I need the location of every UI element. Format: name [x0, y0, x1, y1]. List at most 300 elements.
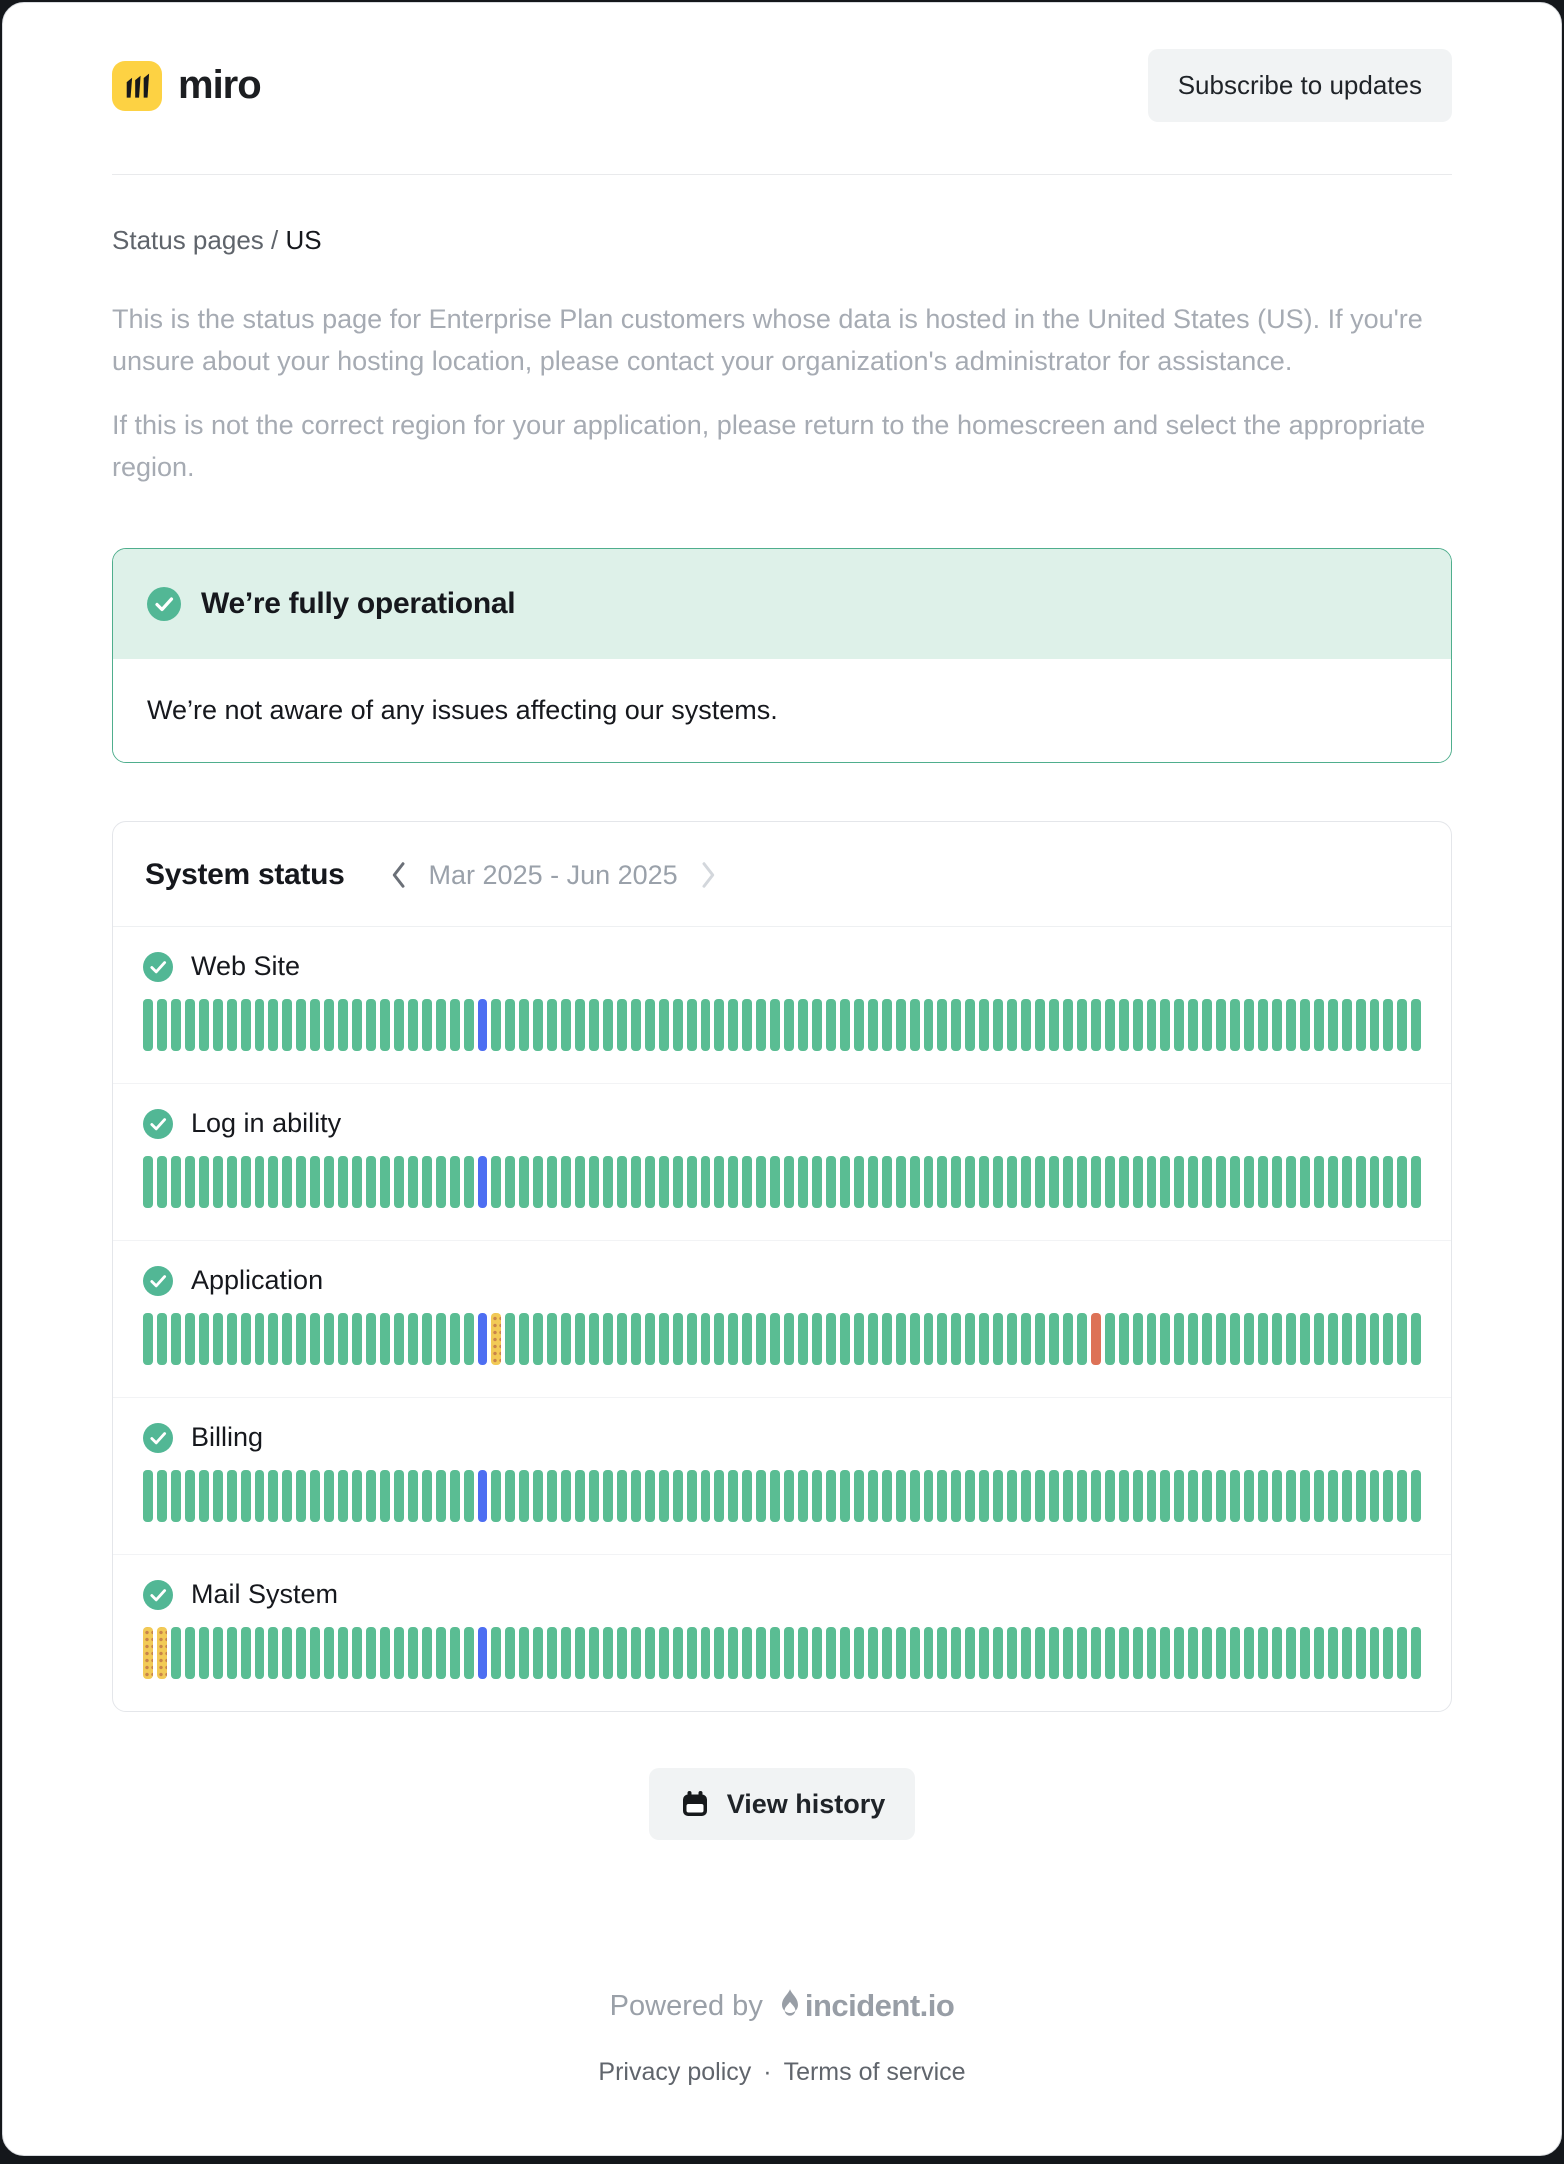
uptime-bar[interactable] [756, 1470, 766, 1522]
uptime-bar[interactable] [491, 1627, 501, 1679]
uptime-bar[interactable] [1174, 1313, 1184, 1365]
uptime-bar[interactable] [1244, 1627, 1254, 1679]
uptime-bar[interactable] [603, 1156, 613, 1208]
uptime-bar[interactable] [338, 1156, 348, 1208]
uptime-bar[interactable] [1342, 999, 1352, 1051]
uptime-bar[interactable] [1300, 1627, 1310, 1679]
uptime-bar[interactable] [728, 1156, 738, 1208]
uptime-bar[interactable] [1063, 1156, 1073, 1208]
uptime-bar[interactable] [1035, 1156, 1045, 1208]
uptime-bar[interactable] [701, 1313, 711, 1365]
uptime-bar[interactable] [227, 1156, 237, 1208]
uptime-bar[interactable] [1147, 1313, 1157, 1365]
uptime-bar[interactable] [812, 1156, 822, 1208]
uptime-bar[interactable] [227, 999, 237, 1051]
uptime-bar[interactable] [380, 1627, 390, 1679]
uptime-bar[interactable] [143, 1470, 153, 1522]
uptime-bar[interactable] [1383, 1156, 1393, 1208]
uptime-bar[interactable] [1244, 999, 1254, 1051]
uptime-bar[interactable] [910, 1313, 920, 1365]
uptime-bar[interactable] [687, 1470, 697, 1522]
uptime-bar[interactable] [631, 1470, 641, 1522]
uptime-bar[interactable] [1147, 999, 1157, 1051]
uptime-bar[interactable] [701, 999, 711, 1051]
uptime-bar[interactable] [756, 1156, 766, 1208]
uptime-bar[interactable] [1258, 1470, 1268, 1522]
uptime-bar[interactable] [575, 999, 585, 1051]
uptime-bar[interactable] [1244, 1470, 1254, 1522]
uptime-bar[interactable] [1286, 1313, 1296, 1365]
uptime-bar[interactable] [1230, 1156, 1240, 1208]
uptime-bar[interactable] [533, 1313, 543, 1365]
uptime-bar[interactable] [868, 1627, 878, 1679]
uptime-bar[interactable] [645, 1470, 655, 1522]
uptime-bar[interactable] [324, 1156, 334, 1208]
uptime-bar[interactable] [478, 1627, 488, 1679]
uptime-bar[interactable] [282, 1470, 292, 1522]
uptime-bar[interactable] [882, 1470, 892, 1522]
uptime-bar[interactable] [491, 999, 501, 1051]
uptime-bar[interactable] [728, 1470, 738, 1522]
uptime-bar[interactable] [784, 999, 794, 1051]
uptime-bar[interactable] [255, 1627, 265, 1679]
uptime-bar[interactable] [714, 1313, 724, 1365]
uptime-bar[interactable] [296, 999, 306, 1051]
uptime-bar[interactable] [324, 1627, 334, 1679]
uptime-bar[interactable] [408, 999, 418, 1051]
uptime-bar[interactable] [436, 1313, 446, 1365]
uptime-bar[interactable] [324, 1313, 334, 1365]
uptime-bar[interactable] [394, 1627, 404, 1679]
uptime-bar[interactable] [408, 1156, 418, 1208]
uptime-bar[interactable] [366, 999, 376, 1051]
uptime-bar[interactable] [199, 1313, 209, 1365]
uptime-bar[interactable] [157, 999, 167, 1051]
uptime-bar[interactable] [1356, 1627, 1366, 1679]
uptime-bar[interactable] [826, 1470, 836, 1522]
uptime-bar[interactable] [575, 1627, 585, 1679]
uptime-bar[interactable] [227, 1313, 237, 1365]
uptime-bar[interactable] [171, 1313, 181, 1365]
uptime-bar[interactable] [993, 1313, 1003, 1365]
uptime-bar[interactable] [282, 1313, 292, 1365]
uptime-bar[interactable] [422, 1156, 432, 1208]
uptime-bar[interactable] [659, 1627, 669, 1679]
uptime-bar[interactable] [213, 1313, 223, 1365]
uptime-bar[interactable] [380, 1313, 390, 1365]
uptime-bar[interactable] [296, 1470, 306, 1522]
uptime-bar[interactable] [1383, 1470, 1393, 1522]
uptime-bar[interactable] [1356, 1156, 1366, 1208]
uptime-bar[interactable] [533, 999, 543, 1051]
uptime-bar[interactable] [352, 1156, 362, 1208]
uptime-bar[interactable] [464, 999, 474, 1051]
uptime-bar[interactable] [1411, 1627, 1421, 1679]
uptime-bar[interactable] [1105, 1313, 1115, 1365]
uptime-bar[interactable] [478, 999, 488, 1051]
uptime-bar[interactable] [1133, 1156, 1143, 1208]
uptime-bar[interactable] [296, 1156, 306, 1208]
uptime-bar[interactable] [1007, 1627, 1017, 1679]
uptime-bar[interactable] [1160, 1470, 1170, 1522]
uptime-bar[interactable] [1356, 1313, 1366, 1365]
uptime-bar[interactable] [519, 1627, 529, 1679]
uptime-bar[interactable] [673, 999, 683, 1051]
uptime-bar[interactable] [310, 1470, 320, 1522]
uptime-bar[interactable] [1356, 1470, 1366, 1522]
uptime-bar[interactable] [910, 999, 920, 1051]
uptime-bar[interactable] [464, 1313, 474, 1365]
uptime-bar[interactable] [1160, 1627, 1170, 1679]
uptime-bar[interactable] [185, 999, 195, 1051]
uptime-bar[interactable] [1202, 1627, 1212, 1679]
uptime-bar[interactable] [1188, 999, 1198, 1051]
uptime-bar[interactable] [645, 1313, 655, 1365]
uptime-bar[interactable] [1035, 1313, 1045, 1365]
uptime-bar[interactable] [1300, 1156, 1310, 1208]
uptime-bar[interactable] [450, 1313, 460, 1365]
uptime-bar[interactable] [951, 1156, 961, 1208]
uptime-bar[interactable] [687, 1156, 697, 1208]
uptime-bar[interactable] [1160, 1313, 1170, 1365]
uptime-bar[interactable] [338, 1470, 348, 1522]
uptime-bar[interactable] [742, 1470, 752, 1522]
uptime-bar[interactable] [547, 1313, 557, 1365]
uptime-bar[interactable] [1049, 1156, 1059, 1208]
uptime-bar[interactable] [1174, 1627, 1184, 1679]
uptime-bar[interactable] [896, 1470, 906, 1522]
uptime-bar[interactable] [798, 1156, 808, 1208]
uptime-bar[interactable] [185, 1470, 195, 1522]
uptime-bar[interactable] [1383, 999, 1393, 1051]
uptime-bar[interactable] [784, 1156, 794, 1208]
uptime-bar[interactable] [603, 1627, 613, 1679]
uptime-bar[interactable] [408, 1313, 418, 1365]
uptime-bar[interactable] [1119, 1470, 1129, 1522]
uptime-bar[interactable] [1258, 999, 1268, 1051]
uptime-bar[interactable] [1021, 1470, 1031, 1522]
uptime-bar[interactable] [1370, 1470, 1380, 1522]
uptime-bar[interactable] [617, 1470, 627, 1522]
uptime-bar[interactable] [924, 1470, 934, 1522]
uptime-bar[interactable] [519, 1313, 529, 1365]
uptime-bar[interactable] [742, 999, 752, 1051]
uptime-bar[interactable] [589, 999, 599, 1051]
uptime-bar[interactable] [505, 999, 515, 1051]
uptime-bar[interactable] [1063, 1627, 1073, 1679]
uptime-bar[interactable] [784, 1627, 794, 1679]
uptime-bar[interactable] [770, 1156, 780, 1208]
uptime-bar[interactable] [1188, 1313, 1198, 1365]
uptime-bar[interactable] [826, 1313, 836, 1365]
uptime-bar[interactable] [742, 1313, 752, 1365]
uptime-bar[interactable] [840, 1470, 850, 1522]
uptime-bar[interactable] [422, 1313, 432, 1365]
uptime-bar[interactable] [1272, 999, 1282, 1051]
uptime-bar[interactable] [1021, 1313, 1031, 1365]
uptime-bar[interactable] [756, 1313, 766, 1365]
uptime-bar[interactable] [268, 1470, 278, 1522]
uptime-bar[interactable] [701, 1627, 711, 1679]
uptime-bar[interactable] [798, 1470, 808, 1522]
uptime-bar[interactable] [282, 999, 292, 1051]
uptime-bar[interactable] [491, 1156, 501, 1208]
uptime-bar[interactable] [770, 999, 780, 1051]
uptime-bar[interactable] [255, 1156, 265, 1208]
uptime-bar[interactable] [310, 1313, 320, 1365]
uptime-bar[interactable] [798, 1313, 808, 1365]
uptime-bar[interactable] [701, 1470, 711, 1522]
uptime-bar[interactable] [519, 1470, 529, 1522]
uptime-bar[interactable] [659, 1156, 669, 1208]
uptime-bar[interactable] [784, 1470, 794, 1522]
uptime-bar[interactable] [687, 1627, 697, 1679]
uptime-bar[interactable] [282, 1627, 292, 1679]
uptime-bar[interactable] [1202, 1156, 1212, 1208]
uptime-bar[interactable] [1411, 1313, 1421, 1365]
uptime-bar[interactable] [408, 1627, 418, 1679]
uptime-bar[interactable] [589, 1470, 599, 1522]
uptime-bar[interactable] [756, 1627, 766, 1679]
uptime-bar[interactable] [1356, 999, 1366, 1051]
uptime-bar[interactable] [268, 1156, 278, 1208]
uptime-bar[interactable] [937, 1313, 947, 1365]
uptime-bar[interactable] [1286, 1470, 1296, 1522]
uptime-bar[interactable] [1300, 1470, 1310, 1522]
uptime-bar[interactable] [1314, 1156, 1324, 1208]
uptime-bar[interactable] [491, 1313, 501, 1365]
uptime-bar[interactable] [1328, 1313, 1338, 1365]
subscribe-to-updates-button[interactable]: Subscribe to updates [1148, 49, 1452, 122]
uptime-bar[interactable] [478, 1313, 488, 1365]
uptime-bar[interactable] [840, 999, 850, 1051]
uptime-bar[interactable] [380, 1156, 390, 1208]
uptime-bar[interactable] [1300, 999, 1310, 1051]
uptime-bar[interactable] [854, 1627, 864, 1679]
uptime-bar[interactable] [631, 1156, 641, 1208]
uptime-bar[interactable] [1244, 1313, 1254, 1365]
uptime-bar[interactable] [1119, 1627, 1129, 1679]
uptime-bar[interactable] [617, 999, 627, 1051]
uptime-bar[interactable] [770, 1627, 780, 1679]
uptime-bar[interactable] [924, 999, 934, 1051]
uptime-bar[interactable] [993, 1156, 1003, 1208]
uptime-bar[interactable] [533, 1470, 543, 1522]
uptime-bar[interactable] [268, 1313, 278, 1365]
uptime-bar[interactable] [812, 1627, 822, 1679]
uptime-bar[interactable] [436, 1627, 446, 1679]
miro-logo[interactable] [112, 61, 261, 111]
uptime-bar[interactable] [157, 1627, 167, 1679]
uptime-bar[interactable] [505, 1470, 515, 1522]
uptime-bar[interactable] [185, 1156, 195, 1208]
uptime-bar[interactable] [728, 1627, 738, 1679]
uptime-bar[interactable] [1091, 999, 1101, 1051]
uptime-bar[interactable] [645, 1627, 655, 1679]
uptime-bar[interactable] [659, 1470, 669, 1522]
uptime-bar[interactable] [798, 999, 808, 1051]
uptime-bar[interactable] [1174, 999, 1184, 1051]
uptime-bar[interactable] [910, 1627, 920, 1679]
uptime-bar[interactable] [394, 1470, 404, 1522]
uptime-bar[interactable] [1286, 1156, 1296, 1208]
uptime-bar[interactable] [854, 1313, 864, 1365]
uptime-bar[interactable] [812, 1470, 822, 1522]
uptime-bar[interactable] [241, 1156, 251, 1208]
uptime-bar[interactable] [659, 999, 669, 1051]
uptime-bar[interactable] [756, 999, 766, 1051]
uptime-bar[interactable] [617, 1313, 627, 1365]
uptime-bar[interactable] [547, 1156, 557, 1208]
uptime-bar[interactable] [1077, 1313, 1087, 1365]
uptime-bar[interactable] [1383, 1627, 1393, 1679]
uptime-bar[interactable] [979, 999, 989, 1051]
uptime-bar[interactable] [380, 1470, 390, 1522]
uptime-bar[interactable] [882, 999, 892, 1051]
uptime-bar[interactable] [951, 1470, 961, 1522]
uptime-bar[interactable] [171, 1627, 181, 1679]
uptime-bar[interactable] [882, 1627, 892, 1679]
uptime-bar[interactable] [380, 999, 390, 1051]
uptime-bar[interactable] [157, 1313, 167, 1365]
uptime-bar[interactable] [561, 999, 571, 1051]
uptime-bar[interactable] [436, 999, 446, 1051]
uptime-bar[interactable] [561, 1627, 571, 1679]
uptime-bar[interactable] [338, 1627, 348, 1679]
uptime-bar[interactable] [1411, 1156, 1421, 1208]
uptime-bar[interactable] [171, 1470, 181, 1522]
uptime-bar[interactable] [505, 1627, 515, 1679]
uptime-bar[interactable] [366, 1313, 376, 1365]
uptime-bar[interactable] [199, 1156, 209, 1208]
uptime-bar[interactable] [1397, 1156, 1407, 1208]
uptime-bar[interactable] [1258, 1627, 1268, 1679]
uptime-bar[interactable] [784, 1313, 794, 1365]
uptime-bar[interactable] [882, 1156, 892, 1208]
uptime-bar[interactable] [408, 1470, 418, 1522]
uptime-bar[interactable] [979, 1156, 989, 1208]
uptime-bar[interactable] [450, 1156, 460, 1208]
uptime-bar[interactable] [714, 1156, 724, 1208]
uptime-bar[interactable] [533, 1156, 543, 1208]
uptime-bar[interactable] [965, 1313, 975, 1365]
uptime-bar[interactable] [1021, 1627, 1031, 1679]
powered-by[interactable] [112, 1988, 1452, 2024]
chevron-left-icon[interactable] [383, 856, 413, 894]
uptime-bar[interactable] [338, 1313, 348, 1365]
uptime-bar[interactable] [1147, 1156, 1157, 1208]
uptime-bar[interactable] [422, 1470, 432, 1522]
uptime-bar[interactable] [1370, 1627, 1380, 1679]
uptime-bar[interactable] [491, 1470, 501, 1522]
uptime-bar[interactable] [854, 1156, 864, 1208]
uptime-bar[interactable] [1230, 1627, 1240, 1679]
uptime-bar[interactable] [1021, 999, 1031, 1051]
uptime-bar[interactable] [631, 1627, 641, 1679]
uptime-bar[interactable] [1091, 1156, 1101, 1208]
uptime-bar[interactable] [1342, 1627, 1352, 1679]
uptime-bar[interactable] [1286, 999, 1296, 1051]
uptime-bar[interactable] [1035, 999, 1045, 1051]
uptime-bar[interactable] [1383, 1313, 1393, 1365]
uptime-bar[interactable] [227, 1470, 237, 1522]
uptime-bar[interactable] [924, 1156, 934, 1208]
uptime-bar[interactable] [617, 1627, 627, 1679]
uptime-bar[interactable] [324, 1470, 334, 1522]
uptime-bar[interactable] [1230, 1470, 1240, 1522]
uptime-bar[interactable] [993, 999, 1003, 1051]
uptime-bar[interactable] [352, 1470, 362, 1522]
uptime-bar[interactable] [157, 1470, 167, 1522]
uptime-bar[interactable] [1007, 1313, 1017, 1365]
uptime-bar[interactable] [199, 1627, 209, 1679]
uptime-bar[interactable] [1035, 1470, 1045, 1522]
uptime-bar[interactable] [1049, 1627, 1059, 1679]
uptime-bar[interactable] [241, 1627, 251, 1679]
uptime-bar[interactable] [1411, 1470, 1421, 1522]
uptime-bar[interactable] [1272, 1470, 1282, 1522]
uptime-bar[interactable] [255, 1470, 265, 1522]
uptime-bar[interactable] [673, 1313, 683, 1365]
uptime-bar[interactable] [185, 1313, 195, 1365]
uptime-bar[interactable] [868, 1470, 878, 1522]
uptime-bar[interactable] [366, 1470, 376, 1522]
uptime-bar[interactable] [979, 1313, 989, 1365]
uptime-bar[interactable] [1328, 1627, 1338, 1679]
uptime-bar[interactable] [868, 1313, 878, 1365]
uptime-bar[interactable] [1314, 1470, 1324, 1522]
uptime-bar[interactable] [1049, 1470, 1059, 1522]
uptime-bar[interactable] [241, 999, 251, 1051]
uptime-bar[interactable] [1091, 1627, 1101, 1679]
uptime-bar[interactable] [1160, 1156, 1170, 1208]
uptime-bar[interactable] [227, 1627, 237, 1679]
uptime-bar[interactable] [673, 1627, 683, 1679]
uptime-bar[interactable] [450, 1627, 460, 1679]
uptime-bar[interactable] [310, 1627, 320, 1679]
uptime-bar[interactable] [450, 999, 460, 1051]
uptime-bar[interactable] [1328, 1470, 1338, 1522]
uptime-bar[interactable] [394, 1156, 404, 1208]
uptime-bar[interactable] [199, 999, 209, 1051]
uptime-bar[interactable] [993, 1470, 1003, 1522]
uptime-bar[interactable] [1049, 999, 1059, 1051]
uptime-bar[interactable] [993, 1627, 1003, 1679]
uptime-bar[interactable] [1272, 1156, 1282, 1208]
uptime-bar[interactable] [1258, 1313, 1268, 1365]
uptime-bar[interactable] [1230, 1313, 1240, 1365]
uptime-bar[interactable] [965, 1627, 975, 1679]
uptime-bar[interactable] [673, 1470, 683, 1522]
uptime-bar[interactable] [1021, 1156, 1031, 1208]
uptime-bar[interactable] [1342, 1470, 1352, 1522]
uptime-bar[interactable] [1370, 1313, 1380, 1365]
uptime-bar[interactable] [1258, 1156, 1268, 1208]
uptime-bar[interactable] [826, 1156, 836, 1208]
uptime-bar[interactable] [547, 1470, 557, 1522]
uptime-bar[interactable] [742, 1156, 752, 1208]
uptime-bar[interactable] [1007, 1156, 1017, 1208]
uptime-bar[interactable] [1049, 1313, 1059, 1365]
uptime-bar[interactable] [1244, 1156, 1254, 1208]
uptime-bar[interactable] [1174, 1156, 1184, 1208]
uptime-bar[interactable] [1188, 1470, 1198, 1522]
uptime-bar[interactable] [687, 999, 697, 1051]
uptime-bar[interactable] [1035, 1627, 1045, 1679]
uptime-bar[interactable] [519, 999, 529, 1051]
uptime-bar[interactable] [213, 1627, 223, 1679]
uptime-bar[interactable] [533, 1627, 543, 1679]
